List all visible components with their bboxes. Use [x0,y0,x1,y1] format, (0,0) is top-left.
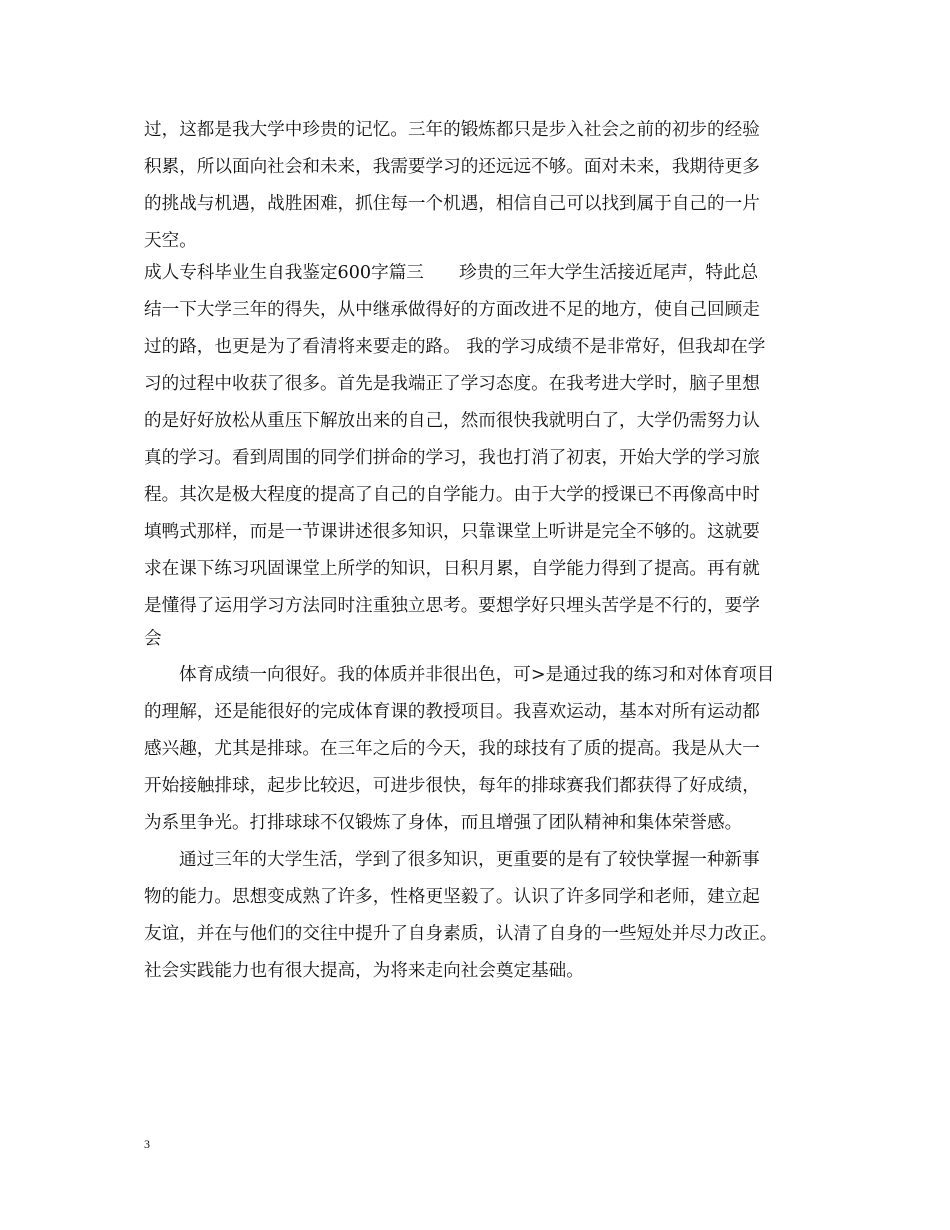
text-line: 过的路，也更是为了看清将来要走的路。 我的学习成绩不是非常好，但我却在学 [144,337,766,357]
text-line: 社会实践能力也有很大提高，为将来走向社会奠定基础。 [144,961,584,981]
text-line: 程。其次是极大程度的提高了自己的自学能力。由于大学的授课已不再像高中时 [144,485,760,505]
text-line: 结一下大学三年的得失，从中继承做得好的方面改进不足的地方，使自己回顾走 [144,300,760,320]
paragraph-start-line: 体育成绩一向很好。我的体质并非很出色，可>是通过我的练习和对体育项目 [179,665,775,685]
text-line: 天空。 [144,231,197,251]
section-heading-line: 成人专科毕业生自我鉴定600字篇三 珍贵的三年大学生活接近尾声，特此总 [144,263,759,283]
text-line: 习的过程中收获了很多。首先是我端正了学习态度。在我考进大学时，脑子里想 [144,374,760,394]
text-line: 的理解，还是能很好的完成体育课的教授项目。我喜欢运动，基本对所有运动都 [144,702,760,722]
text-line: 过，这都是我大学中珍贵的记忆。三年的锻炼都只是步入社会之前的初步的经验 [144,120,760,140]
text-line: 是懂得了运用学习方法同时注重独立思考。要想学好只埋头苦学是不行的，要学 [144,596,760,616]
text-line: 感兴趣，尤其是排球。在三年之后的今天，我的球技有了质的提高。我是从大一 [144,739,760,759]
text-line: 求在课下练习巩固课堂上所学的知识，日积月累，自学能力得到了提高。再有就 [144,559,760,579]
text-line: 友谊，并在与他们的交往中提升了自身素质，认清了自身的一些短处并尽力改正。 [144,924,778,944]
text-line: 真的学习。看到周围的同学们拼命的学习，我也打消了初衷，开始大学的学习旅 [144,448,760,468]
text-line: 的挑战与机遇，战胜困难，抓住每一个机遇，相信自己可以找到属于自己的一片 [144,194,760,214]
text-line: 填鸭式那样，而是一节课讲述很多知识，只靠课堂上听讲是完全不够的。这就要 [144,522,760,542]
paragraph-start-line: 通过三年的大学生活，学到了很多知识，更重要的是有了较快掌握一种新事 [179,850,760,870]
page-number: 3 [144,1137,150,1151]
text-line: 为系里争光。打排球球不仅锻炼了身体，而且增强了团队精神和集体荣誉感。 [144,813,743,833]
text-line: 会 [144,629,162,649]
text-line: 开始接触排球，起步比较迟，可进步很快，每年的排球赛我们都获得了好成绩， [144,776,760,796]
text-line: 物的能力。思想变成熟了许多，性格更坚毅了。认识了许多同学和老师，建立起 [144,887,760,907]
text-line: 的是好好放松从重压下解放出来的自己，然而很快我就明白了，大学仍需努力认 [144,411,760,431]
text-line: 积累，所以面向社会和未来，我需要学习的还远远不够。面对未来，我期待更多 [144,157,760,177]
